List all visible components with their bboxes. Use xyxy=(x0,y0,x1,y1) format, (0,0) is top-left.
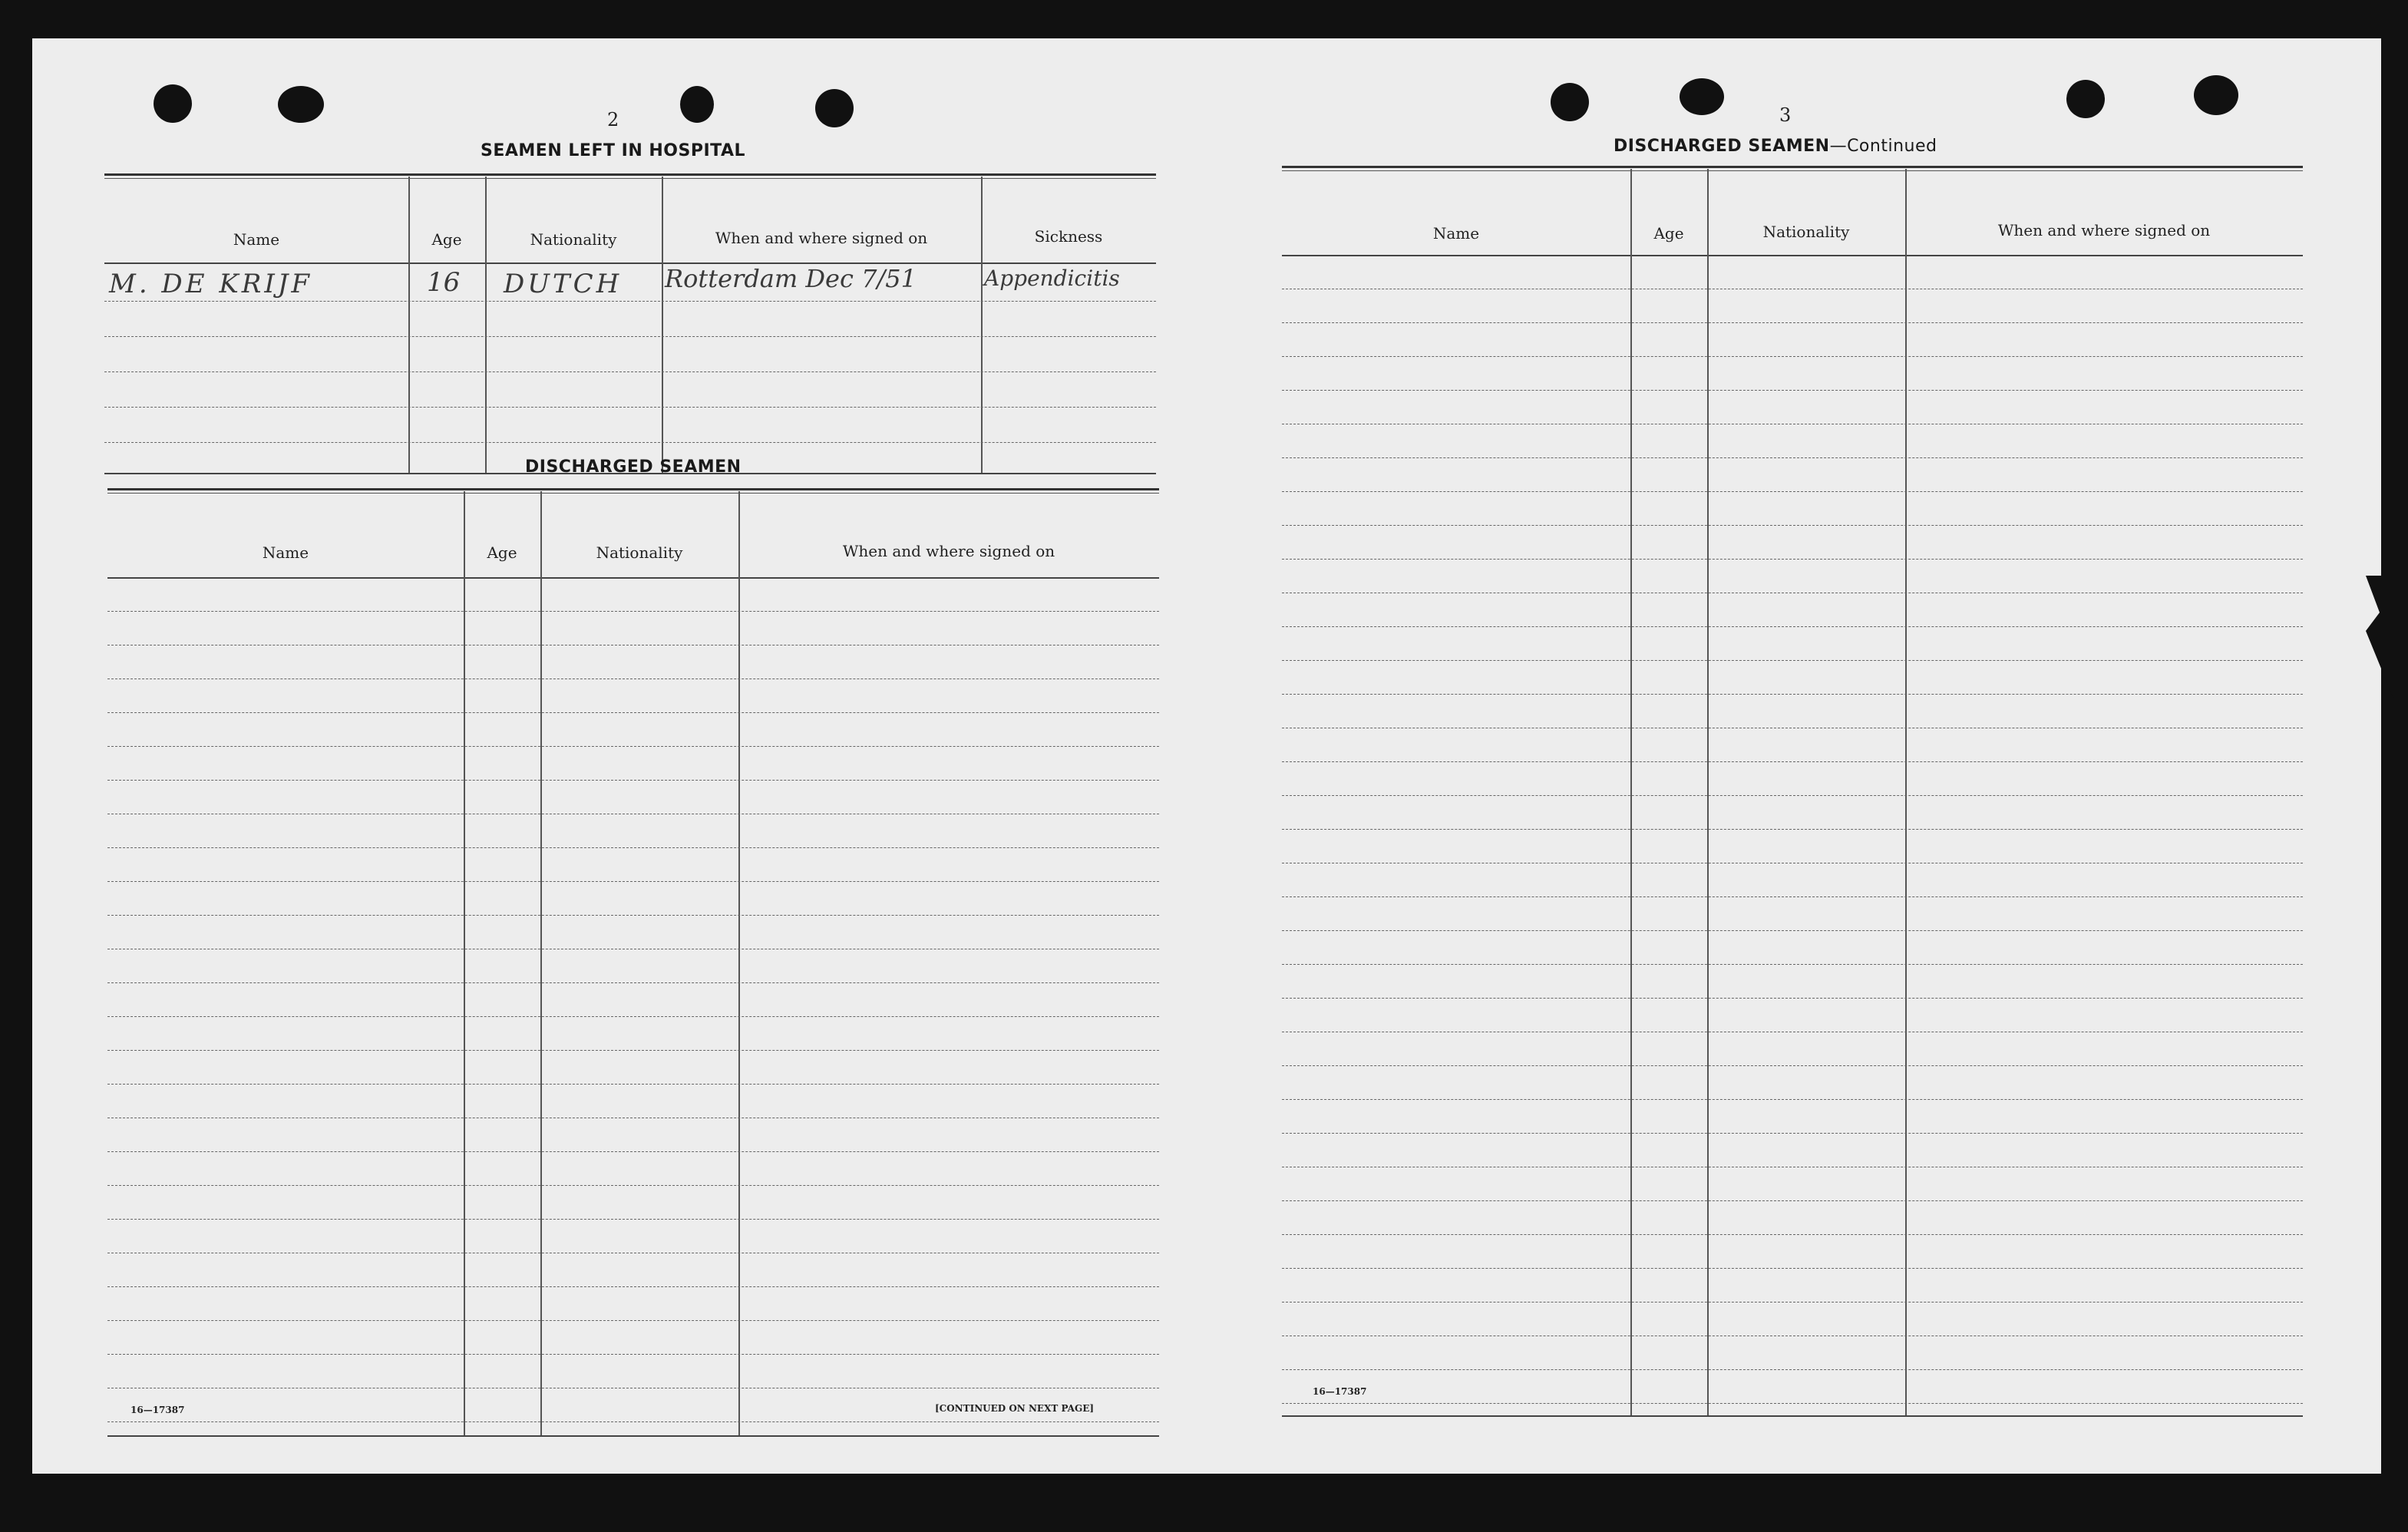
row-line xyxy=(107,1320,1159,1321)
row-line xyxy=(1282,1065,2303,1066)
punch-hole xyxy=(154,84,192,123)
row-line xyxy=(107,1219,1159,1220)
row-line xyxy=(1282,457,2303,458)
row-line xyxy=(1282,356,2303,357)
row-line xyxy=(1282,930,2303,931)
column-header-name: Name xyxy=(262,543,309,562)
column-header-age: Age xyxy=(431,230,462,249)
patient-signed-on: Rotterdam Dec 7/51 xyxy=(665,264,917,293)
row-line xyxy=(1282,491,2303,492)
row-line xyxy=(107,1016,1159,1017)
hospital-section-title: SEAMEN LEFT IN HOSPITAL xyxy=(481,141,746,160)
column-header-signed-on: When and where signed on xyxy=(715,229,928,247)
patient-name: M. DE KRIJF xyxy=(109,269,312,299)
torn-edge xyxy=(2366,576,2408,698)
patient-nationality: DUTCH xyxy=(504,269,623,299)
column-header-name: Name xyxy=(1432,224,1480,243)
continued-note: [CONTINUED ON NEXT PAGE] xyxy=(935,1403,1095,1414)
page-number-left: 2 xyxy=(607,109,619,130)
row-line xyxy=(1282,1133,2303,1134)
row-line xyxy=(107,611,1159,612)
row-line xyxy=(107,1421,1159,1422)
patient-sickness: Appendicitis xyxy=(984,266,1120,291)
row-line xyxy=(1282,795,2303,796)
row-line xyxy=(107,1354,1159,1355)
patient-age: 16 xyxy=(427,267,461,298)
column-header-age: Age xyxy=(1653,224,1684,243)
punch-hole xyxy=(2066,80,2105,118)
row-line xyxy=(1282,1403,2303,1404)
continued-suffix: —Continued xyxy=(1829,137,1937,156)
row-line xyxy=(107,1050,1159,1051)
column-header-age: Age xyxy=(487,543,517,562)
row-line xyxy=(1282,1234,2303,1235)
row-line xyxy=(1282,896,2303,897)
discharged-table-left xyxy=(107,488,1159,1437)
page-number-right: 3 xyxy=(1779,104,1792,126)
row-line xyxy=(1282,390,2303,391)
row-line xyxy=(1282,525,2303,526)
punch-hole xyxy=(1551,83,1589,121)
row-line xyxy=(107,746,1159,747)
punch-hole xyxy=(815,89,854,127)
row-line xyxy=(1282,559,2303,560)
discharged-section-title: DISCHARGED SEAMEN xyxy=(525,457,742,477)
column-header-signed-on: When and where signed on xyxy=(1997,221,2211,239)
form-number-left: 16—17387 xyxy=(130,1405,185,1415)
row-line xyxy=(1282,1369,2303,1370)
row-line xyxy=(107,1084,1159,1085)
punch-hole xyxy=(680,86,714,123)
column-header-name: Name xyxy=(233,230,280,249)
row-line xyxy=(1282,660,2303,661)
row-line xyxy=(107,712,1159,713)
row-line xyxy=(107,915,1159,916)
row-line xyxy=(1282,1268,2303,1269)
form-number-right: 16—17387 xyxy=(1313,1386,1367,1397)
column-header-nationality: Nationality xyxy=(1762,223,1850,241)
row-line xyxy=(1282,1099,2303,1100)
row-line xyxy=(1282,626,2303,627)
row-line xyxy=(107,1185,1159,1186)
row-line xyxy=(107,1151,1159,1152)
row-line xyxy=(107,881,1159,882)
column-header-nationality: Nationality xyxy=(530,230,617,249)
hospital-table xyxy=(104,173,1156,474)
row-line xyxy=(1282,694,2303,695)
row-line xyxy=(107,847,1159,848)
document-sheet xyxy=(32,38,2381,1474)
row-line xyxy=(107,1286,1159,1287)
row-line xyxy=(1282,761,2303,762)
column-header-signed-on: When and where signed on xyxy=(842,542,1055,560)
row-line xyxy=(107,780,1159,781)
punch-hole xyxy=(2194,75,2238,115)
row-line xyxy=(1282,322,2303,323)
punch-hole xyxy=(1680,78,1724,115)
punch-hole xyxy=(278,86,324,123)
column-header-nationality: Nationality xyxy=(596,543,683,562)
discharged-continued-title xyxy=(1614,137,1937,156)
row-line xyxy=(107,982,1159,983)
row-line xyxy=(1282,1200,2303,1201)
column-header-sickness: Sickness xyxy=(1034,227,1103,246)
row-line xyxy=(1282,998,2303,999)
row-line xyxy=(1282,1302,2303,1303)
row-line xyxy=(1282,829,2303,830)
row-line xyxy=(1282,964,2303,965)
discharged-table-right xyxy=(1282,166,2303,1417)
discharged-continued-title-text: DISCHARGED SEAMEN xyxy=(1614,137,1830,156)
